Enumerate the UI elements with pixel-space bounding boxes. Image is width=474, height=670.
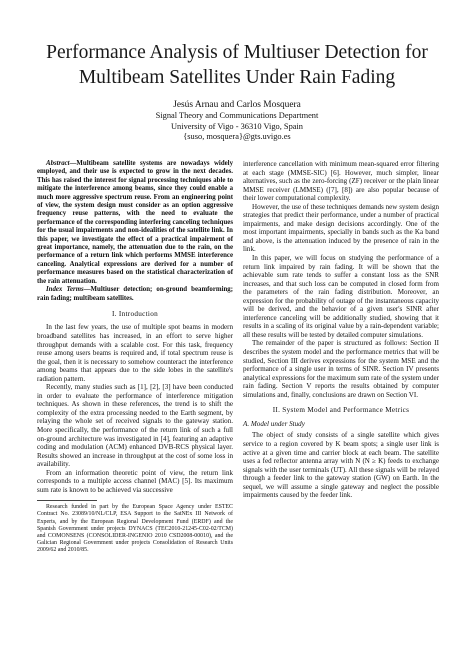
subsection-heading-model: A. Model under Study	[243, 419, 305, 428]
affiliation-univ: University of Vigo - 36310 Vigo, Spain	[171, 121, 303, 131]
intro-paragraph-7: The remainder of the paper is structured as follows: Section II describes the system model and the performance metrics that will be studied, Section III derives expressions for the system MSE and the performance of a single user in terms of SINR. Section IV presents analytical expressions for the maximum sum rate of the system under rain fading. Section V reports the results obtained by computer simulations and, finally, conclusions are drawn on Section VI.	[243, 339, 439, 399]
author-emails: {suso, mosquera}@gts.uvigo.es	[183, 132, 291, 142]
system-model-paragraph: The object of study consists of a single satellite which gives service to a region covered by K beam spots; a single user link is active at a given time and carrier block at each beam. The satellite uses a fed reflector antenna array with N (N ≥ K) feeds to exchange signals with the user terminals (UT). All these signals will be relayed through a feeder link to the gateway station (GW) on Earth. In the sequel, we will assume a single gateway and neglect the possible impairments caused by the feeder link.	[243, 431, 439, 500]
paper-title	[0, 40, 474, 90]
index-terms-label: Index Terms	[46, 286, 84, 294]
right-column	[243, 160, 439, 500]
index-terms	[37, 286, 233, 303]
left-column	[37, 160, 233, 554]
intro-paragraph-4: interference cancellation with minimum mean-squared error filtering at each stage (MMSE-SIC) [6]. However, much simpler, linear alternatives, such as the zero-forcing (ZF) receiver or the plain linear MMSE receiver (LMMSE) ([7], [8]) are also popular because of their lower computational complexity.	[243, 160, 439, 203]
affiliation-dept: Signal Theory and Communications Department	[155, 111, 319, 121]
abstract	[37, 160, 233, 286]
section-heading-introduction: I. Introduction	[111, 309, 159, 318]
abstract-label: Abstract	[46, 160, 70, 167]
intro-paragraph-2: Recently, many studies such as [1], [2], [3] have been conducted in order to evaluate the performance of interference mitigation techniques. As shown in these references, the trend is to shift the complexity of the extra processing needed to the Earth segment, by relaying the whole set of received signals to the gateway station. More specifically, the performance of the return link of such a full on-ground architecture was investigated in [4], featuring an adaptive coding and modulation (ACM) enhanced DVB-RCS physical layer. Results showed an increase in throughput at the cost of some loss in availability.	[37, 383, 233, 469]
index-terms-text: —Multiuser detection; on-ground beamforming; rain fading; multibeam satellites.	[37, 286, 233, 302]
intro-paragraph-6: In this paper, we will focus on studying the performance of a return link impaired by rain fading. It will be shown that the achievable sum rate tends to suffer a constant loss as the SNR increases, and that such loss can be computed in closed form from the parameters of the rain fading distribution. Moreover, an expression for the probability of outage of the instantaneous capacity will be derived, and the behavior of a given user's SINR after interference canceling will be additionally studied, showing that it results in a scaling of its original value by a rain-dependent variable; all these results will be tested by detailed computer simulations.	[243, 254, 439, 339]
title-line-1: Performance Analysis of Multiuser Detection for	[46, 42, 428, 63]
intro-paragraph-3: From an information theoretic point of view, the return link corresponds to a multiple access channel (MAC) [5]. Its maximum sum rate is known to be achieved via successive	[37, 468, 233, 494]
author-names: Jesús Arnau and Carlos Mosquera	[173, 100, 301, 110]
funding-footnote: Research funded in part by the European Space Agency under ESTEC Contract No. 23089/10/NL/CLP, ESA Support to the SatNEx III Network of Experts, and by the European Regional Development Fund (ERDF) and the Spanish Government under projects DYNACS (TEC2010-21245-C02-02/TCM) and COMONSENS (CONSOLIDER-INGENIO 2010 CSD2008-00010), and the Galician Regional Government under projects Consolidation of Research Units 2009/62 and 2010/85.	[37, 504, 233, 553]
abstract-text: —Multibeam satellite systems are nowadays widely employed, and their use is expected to grow in the next decades. This has raised the interest for signal processing techniques able to mitigate the interference among beams, since they could enable a much more aggressive spectrum reuse. From an engineering point of view, the system design must consider as an option aggressive frequency reuse patterns, with the need to evaluate the performance of the corresponding interfering canceling techniques for the usual impairments and non-idealities of the satellite link. In this paper, we investigate the effect of a practical impairment of great importance, namely, the attenuation due to the rain, on the performance of a return link which performs MMSE interference canceling. Analytical expressions are derived for a number of performance measures based on the statistical characterization of the rain attenuation.	[37, 160, 233, 285]
intro-paragraph-5: However, the use of these techniques demands new system design strategies that predict their performance, under a number of practical impairments, and make design decisions accordingly. One of the most important impairments, specially in bands such as the Ka band and above, is the attenuation induced by the presence of rain in the link.	[243, 202, 439, 254]
author-block	[0, 100, 474, 143]
intro-paragraph-1: In the last few years, the use of multiple spot beams in modern broadband satellites has increased, in an effort to serve higher throughput demands with a scalable cost. For this task, frequency reuse among users beams is required and, if total spectrum reuse is the goal, then it is necessary to somehow counteract the interference among beams that appears due to the side lobes in the satellite's radiation pattern.	[37, 323, 233, 383]
footnote-rule	[37, 500, 97, 501]
title-line-2: Multibeam Satellites Under Rain Fading	[78, 67, 396, 88]
section-heading-system-model: II. System Model and Performance Metrics	[272, 406, 410, 415]
